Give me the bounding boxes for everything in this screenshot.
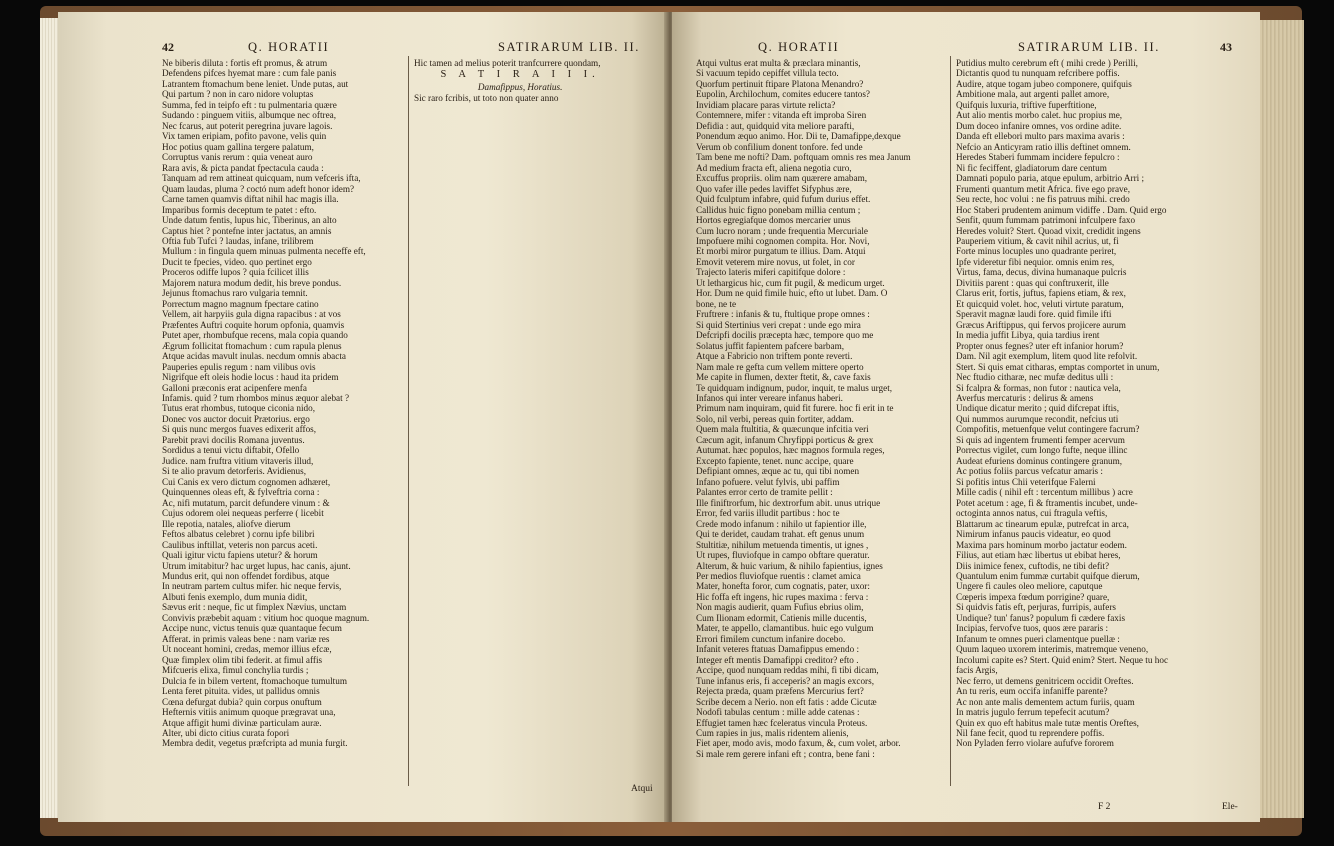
verse-line: Si quidvis fatis eft, perjuras, furripis, aufers (956, 602, 1116, 613)
verse-line: Qui nummos aurumque recondit, nefcius uti (956, 413, 1119, 424)
verse-line: Membra dedit, vegetus præfcripta ad munia furgit. (162, 738, 348, 749)
verse-line: Porrectus vigilet, cum longo fufte, neque illinc (956, 445, 1128, 456)
verse-line: Defidia : aut, quidquid vita meliore parafti, (696, 120, 855, 131)
verse-line: Atqui vultus erat multa & præclara minantis, (696, 58, 861, 68)
verse-line: Senfit, quum fummam patrimoni infculpere faxo (956, 215, 1136, 226)
verse-line: Filius, aut etiam hæc libertus ut ebibat heres, (956, 550, 1121, 561)
verse-line: Dam. Nil agit exemplum, litem quod lite refolvit. (956, 351, 1138, 362)
verse-line: Pauperies epulis regum : nam vilibus ovis (162, 361, 316, 372)
verse-line: Nam male re gefta cum vellem mittere operto (696, 361, 864, 372)
left-running-head-title: Q. HORATII (248, 40, 330, 54)
left-page-column-b (414, 58, 626, 103)
verse-line: Carne tamen quamvis diftat nihil hac magis illa. (162, 194, 339, 205)
verse-line: Emovit veterem mire novus, ut folet, in cor (696, 256, 855, 267)
verse-line: facis Argis, (956, 665, 998, 676)
verse-line: Vix tamen eripiam, pofito pavone, velis quin (162, 131, 327, 142)
verse-line: Error, fed variis illudit partibus : hoc te (696, 508, 840, 519)
verse-line: Accipe, quod nunquam reddas mihi, fi tibi dicam, (696, 665, 879, 676)
verse-line: Propter onus fegnes? uter eft infanior horum? (956, 340, 1124, 351)
verse-line: Et quicquid volet. hoc, veluti virtute paratum, (956, 298, 1124, 309)
verse-line: Porrectum magno magnum fpectare catino (162, 298, 319, 309)
verse-line: Feftos albatus celebret ) cornu ipfe bilibri (162, 529, 315, 540)
verse-line: Mater, honefta foror, cum cognatis, pater, uxor: (696, 581, 870, 592)
verse-line: Si pofitis intus Chii veterifque Falerni (956, 476, 1096, 487)
verse-line: Unde datum fentis, lupus hic, Tiberinus, an alto (162, 215, 337, 226)
verse-line: Maxima pars hominum morbo jactatur eodem. (956, 539, 1127, 550)
verse-line: Heredes Staberi fummam incidere fepulcro : (956, 152, 1120, 163)
verse-line: Incolumi capite es? Stert. Quid enim? Stert. Neque tu hoc (956, 654, 1169, 665)
verse-line: Mater, te appello, clamantibus. huic ego vulgum (696, 623, 874, 634)
right-page-column-b (956, 58, 1168, 749)
verse-line: Caulibus inftillat, veteris non parcus aceti. (162, 539, 318, 550)
verse-line: Potet acetum : age, fi & ftramentis incubet, unde- (956, 497, 1138, 508)
verse-line: Si fcalpra & formas, non futor : nautica vela, (956, 382, 1121, 393)
verse-line: Sudando : pinguem vitiis, albumque nec oftrea, (162, 110, 337, 121)
verse-line: Nefcio an Anticyram ratio illis deftinet omnem. (956, 141, 1131, 152)
verse-line: Quorfum pertinuit ftipare Platona Menandro? (696, 78, 864, 89)
verse-line: Hic tamen ad melius poterit tranfcurrere quondam, (414, 58, 601, 68)
verse-line: Alterum, & huic varium, & nihilo fapientius, ignes (696, 560, 883, 571)
verse-line: Palantes error certo de tramite pellit : (696, 487, 833, 498)
left-catchword: Atqui (631, 784, 653, 794)
verse-line: Audire, atque togam jubeo componere, quifquis (956, 78, 1132, 89)
verse-line: Putidius multo cerebrum eft ( mihi crede ) Perilli, (956, 58, 1138, 68)
verse-line: Infano pofuere. velut fylvis, ubi paffim (696, 476, 840, 487)
verse-line: Aut alio mentis morbo calet. huc propius me, (956, 110, 1123, 121)
verse-line: Si quid Stertinius veri crepat : unde ego mira (696, 319, 861, 330)
verse-line: Defipiant omnes, æque ac tu, qui tibi nomen (696, 466, 860, 477)
verse-line: Incipias, fervofve tuos, quos ære pararis : (956, 623, 1109, 634)
verse-line: Atque acidas mavult inulas. necdum omnis abacta (162, 351, 346, 362)
verse-line: An tu reris, eum occifa infaniffe parente? (956, 686, 1108, 697)
verse-line: Quinquennes oleas eft, & fylveftria corna : (162, 487, 320, 498)
verse-line: Nigrifque eft oleis hodie locus : haud ita pridem (162, 372, 339, 383)
verse-line: Sic raro fcribis, ut toto non quater anno (414, 92, 559, 103)
verse-line: Blattarum ac tinearum epulæ, putrefcat in arca, (956, 518, 1129, 529)
verse-line: Rara avis, & picta pandat fpectacula cauda : (162, 162, 324, 173)
satire-persons: Damafippus, Horatius. (477, 82, 563, 93)
verse-line: Alter, ubi dicto citius curata fopori (162, 728, 290, 738)
verse-line: Ut rupes, fluviofque in campo obftare queratur. (696, 550, 870, 561)
verse-line: Divitiis parent : quas qui conftruxerit, ille (956, 277, 1109, 288)
verse-line: Cujus odorem olei nequeas perferre ( licebit (162, 508, 324, 519)
verse-line: Ducit te fpecies, video. quo pertinet ergo (162, 256, 312, 267)
verse-line: Vellem, ait harpyiis gula digna rapacibus : at vos (162, 309, 341, 320)
verse-line: Stultitiæ, nihilum metuenda timentis, ut ignes , (696, 539, 869, 550)
verse-line: Nec ftudio citharæ, nec mufæ deditus ulli : (956, 372, 1114, 383)
verse-line: Ille repotia, natales, aliofve dierum (162, 518, 291, 529)
verse-line: Clarus erit, fortis, juftus, fapiens etiam, & rex, (956, 288, 1126, 299)
verse-line: Si male rem gerere infani eft ; contra, bene fani : (696, 748, 875, 759)
verse-line: Dum doceo infanire omnes, vos ordine adite. (956, 120, 1122, 131)
verse-line: Compofitis, metuenfque velut contingere facrum? (956, 424, 1140, 435)
verse-line: Primum nam inquiram, quid fit furere. hoc fi erit in te (696, 403, 894, 414)
verse-line: Afferat. in primis valeas bene : nam variæ res (162, 633, 330, 644)
verse-line: Ponendum æquo animo. Hor. Dii te, Damafippe,dexque (696, 131, 901, 142)
verse-line: Frumenti quantum metit Africa. five ego prave, (956, 183, 1131, 194)
right-running-head-title: Q. HORATII (758, 40, 840, 54)
verse-line: Ut lethargicus hic, cum fit pugil, & medicum urget. (696, 277, 885, 288)
left-running-head-book: SATIRARUM LIB. II. (498, 40, 640, 54)
verse-line: Ne biberis diluta : fortis eft promus, & atrum (162, 58, 328, 68)
verse-line: Infanit veteres ftatuas Damafippus emendo : (696, 644, 860, 655)
verse-line: Quin ex quo eft habitus male tutæ mentis Oreftes, (956, 717, 1139, 728)
verse-line: Tam bene me nofti? Dam. poftquam omnis res mea Janum (696, 152, 911, 163)
verse-line: Mundus erit, qui non offendet fordibus, atque (162, 570, 330, 581)
verse-line: Ægrum follicitat ftomachum : cum rapula plenus (162, 340, 342, 351)
verse-line: Summa, fed in teipfo eft : tu pulmentaria quære (162, 99, 337, 110)
verse-line: Rejecta præda, quam præfens Mercurius fert? (696, 686, 864, 697)
page-edges-right (1260, 20, 1304, 818)
verse-line: Nec fcarus, aut poterit peregrina juvare lagois. (162, 120, 333, 131)
verse-line: In media juffit Libya, quia tardius irent (956, 330, 1100, 341)
verse-line: Te quidquam indignum, pudor, inquit, te malus urget, (696, 382, 893, 393)
verse-line: Præfentes Auftri coquite horum opfonia, quamvis (162, 319, 345, 330)
verse-line: bone, ne te (696, 298, 737, 309)
verse-line: Fiet aper, modo avis, modo faxum, &, cum volet, arbor. (696, 738, 901, 749)
verse-line: Ambitione mala, aut argenti pallet amore, (956, 89, 1110, 100)
verse-line: Trajecto lateris miferi capitifque dolore : (696, 267, 846, 278)
verse-line: octoginta annos natus, cui ftragula veftis, (956, 508, 1108, 519)
verse-line: Autumat. hæc populos, hæc magnos formula reges, (696, 445, 885, 456)
verse-line: Hefternis vitiis animum quoque prægravat una, (162, 707, 336, 718)
verse-line: Dictantis quod tu nunquam refcribere poffis. (956, 68, 1120, 79)
verse-line: Si quis ad ingentem frumenti femper acervum (956, 434, 1125, 445)
verse-line: Nodofi tabulas centum : mille adde catenas : (696, 707, 860, 718)
verse-line: Si quis nunc mergos fuaves edixerit affos, (162, 424, 317, 435)
verse-line: Crede modo infanum : nihilo ut fapientior ille, (696, 518, 867, 529)
verse-line: Latrantem ftomachum bene leniet. Unde putas, aut (162, 78, 349, 89)
verse-line: Hor. Dum ne quid fimile huic, efto ut lubet. Dam. O (696, 288, 888, 299)
verse-line: Scribe decem a Nerio. non eft fatis : adde Cicutæ (696, 696, 877, 707)
verse-line: Parebit pravi docilis Romana juventus. (162, 434, 305, 445)
verse-line: Albuti fenis exemplo, dum munia didit, (162, 591, 308, 602)
verse-line: Corruptus vanis rerum : quia veneat auro (162, 152, 313, 163)
right-running-head-book: SATIRARUM LIB. II. (1018, 40, 1160, 54)
verse-line: Integer eft mentis Damafippi creditor? efto . (696, 654, 859, 665)
verse-line: Solo, nil verbi, pereas quin fortiter, addam. (696, 413, 854, 424)
verse-line: Nec ferro, ut demens genitricem occidit Oreftes. (956, 675, 1134, 686)
verse-line: Quum laqueo uxorem interimis, matremque veneno, (956, 644, 1149, 655)
verse-line: Me capite in flumen, dexter ftetit, &, cave faxis (696, 372, 871, 383)
verse-line: Virtus, fama, decus, divina humanaque pulcris (956, 267, 1127, 278)
verse-line: Hic foffa eft ingens, hic rupes maxima : ferva : (696, 591, 869, 602)
left-column-b-verses (414, 58, 626, 68)
verse-line: Effugiet tamen hæc fceleratus vincula Proteus. (696, 717, 868, 728)
verse-line: Donec vos auctor docuit Prætorius. ergo (162, 413, 310, 424)
right-page (672, 12, 1260, 822)
verse-line: Proceros odiffe lupos ? quia fcilicet illis (162, 267, 309, 278)
verse-line: Putet aper, rhombufque recens, mala copia quando (162, 330, 348, 341)
verse-line: Mille cadis ( nihil eft : tercentum millibus ) acre (956, 487, 1133, 498)
verse-line: Si te alio pravum detorferis. Avidienus, (162, 466, 306, 477)
verse-line: Infamis. quid ? tum rhombos minus æquor alebat ? (162, 393, 350, 403)
verse-line: Defendens pifces hyemat mare : cum fale panis (162, 68, 337, 79)
verse-line: Undique dicatur merito ; quid difcrepat iftis, (956, 403, 1120, 414)
verse-line: Qui partum ? non in caro nidore voluptas (162, 89, 314, 100)
verse-line: Quam laudas, pluma ? coctó num adeft honor idem? (162, 183, 355, 194)
verse-line: Cum lucro noram ; unde frequentia Mercuriale (696, 225, 868, 236)
verse-line: Verum ob confilium donent tonfore. fed unde (696, 141, 863, 152)
verse-line: Ac potius foliis parcus vefcatur amaris : (956, 466, 1103, 477)
verse-line: Defcripfi docilis præcepta hæc, tempore quo me (696, 330, 874, 341)
verse-line: Quid fculptum infabre, quid fufum durius effet. (696, 194, 871, 205)
verse-line: Majorem natura modum dedit, his breve pondus. (162, 277, 342, 288)
verse-line: Oftia fub Tufci ? laudas, infane, trilibrem (162, 235, 314, 246)
verse-line: Quæ fimplex olim tibi federit. at fimul affis (162, 654, 323, 665)
verse-line: Captus hiet ? pontefne inter jactatus, an amnis (162, 225, 332, 236)
verse-line: Quali igitur victu fapiens utetur? & horum (162, 550, 318, 561)
verse-line: Ipfe videretur fibi nequior. omnis enim res, (956, 256, 1115, 267)
left-column-divider (408, 56, 409, 786)
verse-line: Eupolin, Archilochum, comites educere tantos? (696, 89, 871, 100)
verse-line: Pauperiem vitium, & cavit nihil acrius, ut, fi (956, 235, 1119, 246)
verse-line: Stert. Si quis emat citharas, emptas comportet in unum, (956, 361, 1160, 372)
verse-line: Cœna defurgat dubia? quin corpus onuftum (162, 696, 322, 707)
verse-line: Hortos egregiafque domos mercarier unus (696, 215, 851, 226)
verse-line: Convivis præbebit aquam : vitium hoc quoque magnum. (162, 612, 370, 623)
verse-line: Fruftrere : infanis & tu, ftultique prope omnes : (696, 309, 870, 320)
verse-line: Cum rapies in jus, malis ridentem alienis, (696, 728, 849, 738)
left-page (58, 12, 668, 822)
verse-line: Lenta feret pituita. vides, ut pallidus omnis (162, 686, 320, 697)
verse-line: Cœperis impexa fœdum porrigine? quare, (956, 591, 1110, 602)
satire-speaker-row (414, 93, 626, 103)
verse-line: Atque a Fabricio non triftem ponte reverti. (696, 351, 853, 362)
verse-line: Danda eft ellebori multo pars maxima avaris : (956, 131, 1125, 142)
verse-line: Diis inimice fenex, cuftodis, ne tibi defit? (956, 560, 1110, 571)
verse-line: Qui te deridet, caudam trahat. eft genus unum (696, 529, 865, 540)
verse-line: Si vacuum tepido cepiffet villula tecto. (696, 68, 839, 79)
verse-line: Cæcum agit, infanum Chryfippi porticus & grex (696, 434, 874, 445)
verse-line: Judice. nam fruftra vitium vitaveris illud, (162, 455, 314, 466)
verse-line: Ac, nifi mutatum, parcit defundere vinum : & (162, 497, 330, 508)
verse-line: Mullum : in fingula quem minuas pulmenta neceffe eft, (162, 246, 366, 257)
verse-line: Per medios fluviofque ruentis : clamet amica (696, 570, 861, 581)
verse-line: Nimirum infanus paucis videatur, eo quod (956, 529, 1111, 540)
verse-line: Ni fic feciffent, gladiatorum dare centum (956, 162, 1107, 173)
verse-line: Quantulum enim fummæ curtabit quifque dierum, (956, 570, 1140, 581)
verse-line: Et morbi miror purgatum te illius. Dam. Atqui (696, 246, 866, 257)
verse-line: Quem mala ftultitia, & quæcunque infcitia veri (696, 424, 869, 435)
verse-line: Impofuere mihi cognomen compita. Hor. Novi, (696, 235, 870, 246)
verse-line: Excuffus propriis. olim nam quærere amabam, (696, 173, 868, 184)
verse-line: Non magis audierit, quam Fufius ebrius olim, (696, 602, 864, 613)
verse-line: Cum Ilionam edormit, Catienis mille ducentis, (696, 612, 867, 623)
verse-line: Contemnere, mifer : vitanda eft improba Siren (696, 110, 867, 121)
verse-line: Græcus Ariftippus, qui fervos projicere aurum (956, 319, 1126, 330)
verse-line: Mifcueris elixa, fimul conchylia turdis ; (162, 665, 309, 676)
verse-line: Heredes voluit? Stert. Quoad vixit, credidit ingens (956, 225, 1141, 236)
verse-line: Tune infanus eris, fi acceperis? an magis excors, (696, 675, 874, 686)
page-edges-left (40, 18, 58, 818)
verse-line: Speravit magnæ laudi fore. quid fimile ifti (956, 309, 1112, 320)
verse-line: In neutram partem cultus mifer. hic neque fervis, (162, 581, 342, 592)
verse-line: Damnati populo paria, atque epulum, arbitrio Arri ; (956, 173, 1145, 184)
verse-line: Ut noceant homini, credas, memor illius efcæ, (162, 644, 332, 655)
right-folio: 43 (1220, 40, 1232, 54)
verse-line: Infanum te omnes pueri clamentque puellæ : (956, 633, 1120, 644)
verse-line: Sordidus a tenui victu diftabit, Ofello (162, 445, 300, 456)
right-page-column-a (696, 58, 911, 759)
verse-line: Averfus mercaturis : delirus & amens (956, 393, 1094, 403)
verse-line: Ac non ante malis dementem actum furiis, quam (956, 696, 1135, 707)
verse-line: Dulcia fe in bilem vertent, ftomachoque tumultum (162, 675, 347, 686)
verse-line: Sævus erit : neque, fic ut fimplex Nævius, unctam (162, 602, 347, 613)
verse-line: Utrum imitabitur? hac urget lupus, hac canis, ajunt. (162, 560, 351, 571)
right-column-divider (950, 56, 951, 786)
verse-line: Ungere fi caules oleo meliore, caputque (956, 581, 1103, 592)
verse-line: Jejunus ftomachus raro vulgaria temnit. (162, 288, 308, 299)
verse-line: Errori fimilem cunctum infanire docebo. (696, 633, 846, 644)
left-folio: 42 (162, 40, 174, 54)
signature-mark: F 2 (1098, 802, 1111, 812)
verse-line: Infanos qui inter vereare infanus haberi. (696, 393, 843, 403)
verse-line: In matris jugulo ferrum tepefecit acutum? (956, 707, 1110, 718)
verse-line: Ille finiftrorfum, hic dextrorfum abit. unus utrique (696, 497, 881, 508)
verse-line: Ad medium fracta eft, aliena negotia curo, (696, 162, 852, 173)
satire-title: S A T I R A I I I. (440, 69, 600, 81)
verse-line: Excepto fapiente, tenet. nunc accipe, quare (696, 455, 854, 466)
verse-line: Audeat efuriens dominus contingere granum, (956, 455, 1123, 466)
verse-line: Cui Canis ex vero dictum cognomen adhæret, (162, 476, 331, 487)
verse-line: Invidiam placare paras virtute relicta? (696, 99, 836, 110)
verse-line: Callidus huic figno ponebam millia centum ; (696, 204, 861, 215)
verse-line: Solatus juffit fapientem pafcere barbam, (696, 340, 845, 351)
verse-line: Non Pyladen ferro violare aufufve fororem (956, 738, 1114, 749)
verse-line: Hoc Staberi prudentem animum vidiffe . Dam. Quid ergo (956, 204, 1167, 215)
verse-line: Forte minus locuples uno quadrante periret, (956, 246, 1117, 257)
verse-line: Quifquis luxuria, triftive fuperftitione, (956, 99, 1097, 110)
verse-line: Seu recte, hoc volui : ne fis patruus mihi. credo (956, 194, 1130, 205)
verse-line: Galloni præconis erat acipenfere menfa (162, 382, 307, 393)
verse-line: Undique? tun' fanus? populum fi cædere faxis (956, 612, 1126, 623)
verse-line: Tutus erat rhombus, tutoque ciconia nido, (162, 403, 316, 414)
verse-line: Accipe nunc, victus tenuis quæ quantaque fecum (162, 623, 342, 634)
right-catchword: Ele- (1222, 802, 1238, 812)
verse-line: Nil fane fecit, quod tu reprendere poffis. (956, 728, 1105, 738)
verse-line: Atque affigit humi divinæ particulam auræ. (162, 717, 322, 728)
verse-line: Quo vafer ille pedes laviffet Sifyphus ære, (696, 183, 852, 194)
verse-line: Hoc potius quam gallina tergere palatum, (162, 141, 314, 152)
left-page-column-a (162, 58, 369, 749)
verse-line: Imparibus formis deceptum te patet : efto. (162, 204, 317, 215)
verse-line: Tanquam ad rem attineat quicquam, num vefceris ifta, (162, 173, 361, 184)
